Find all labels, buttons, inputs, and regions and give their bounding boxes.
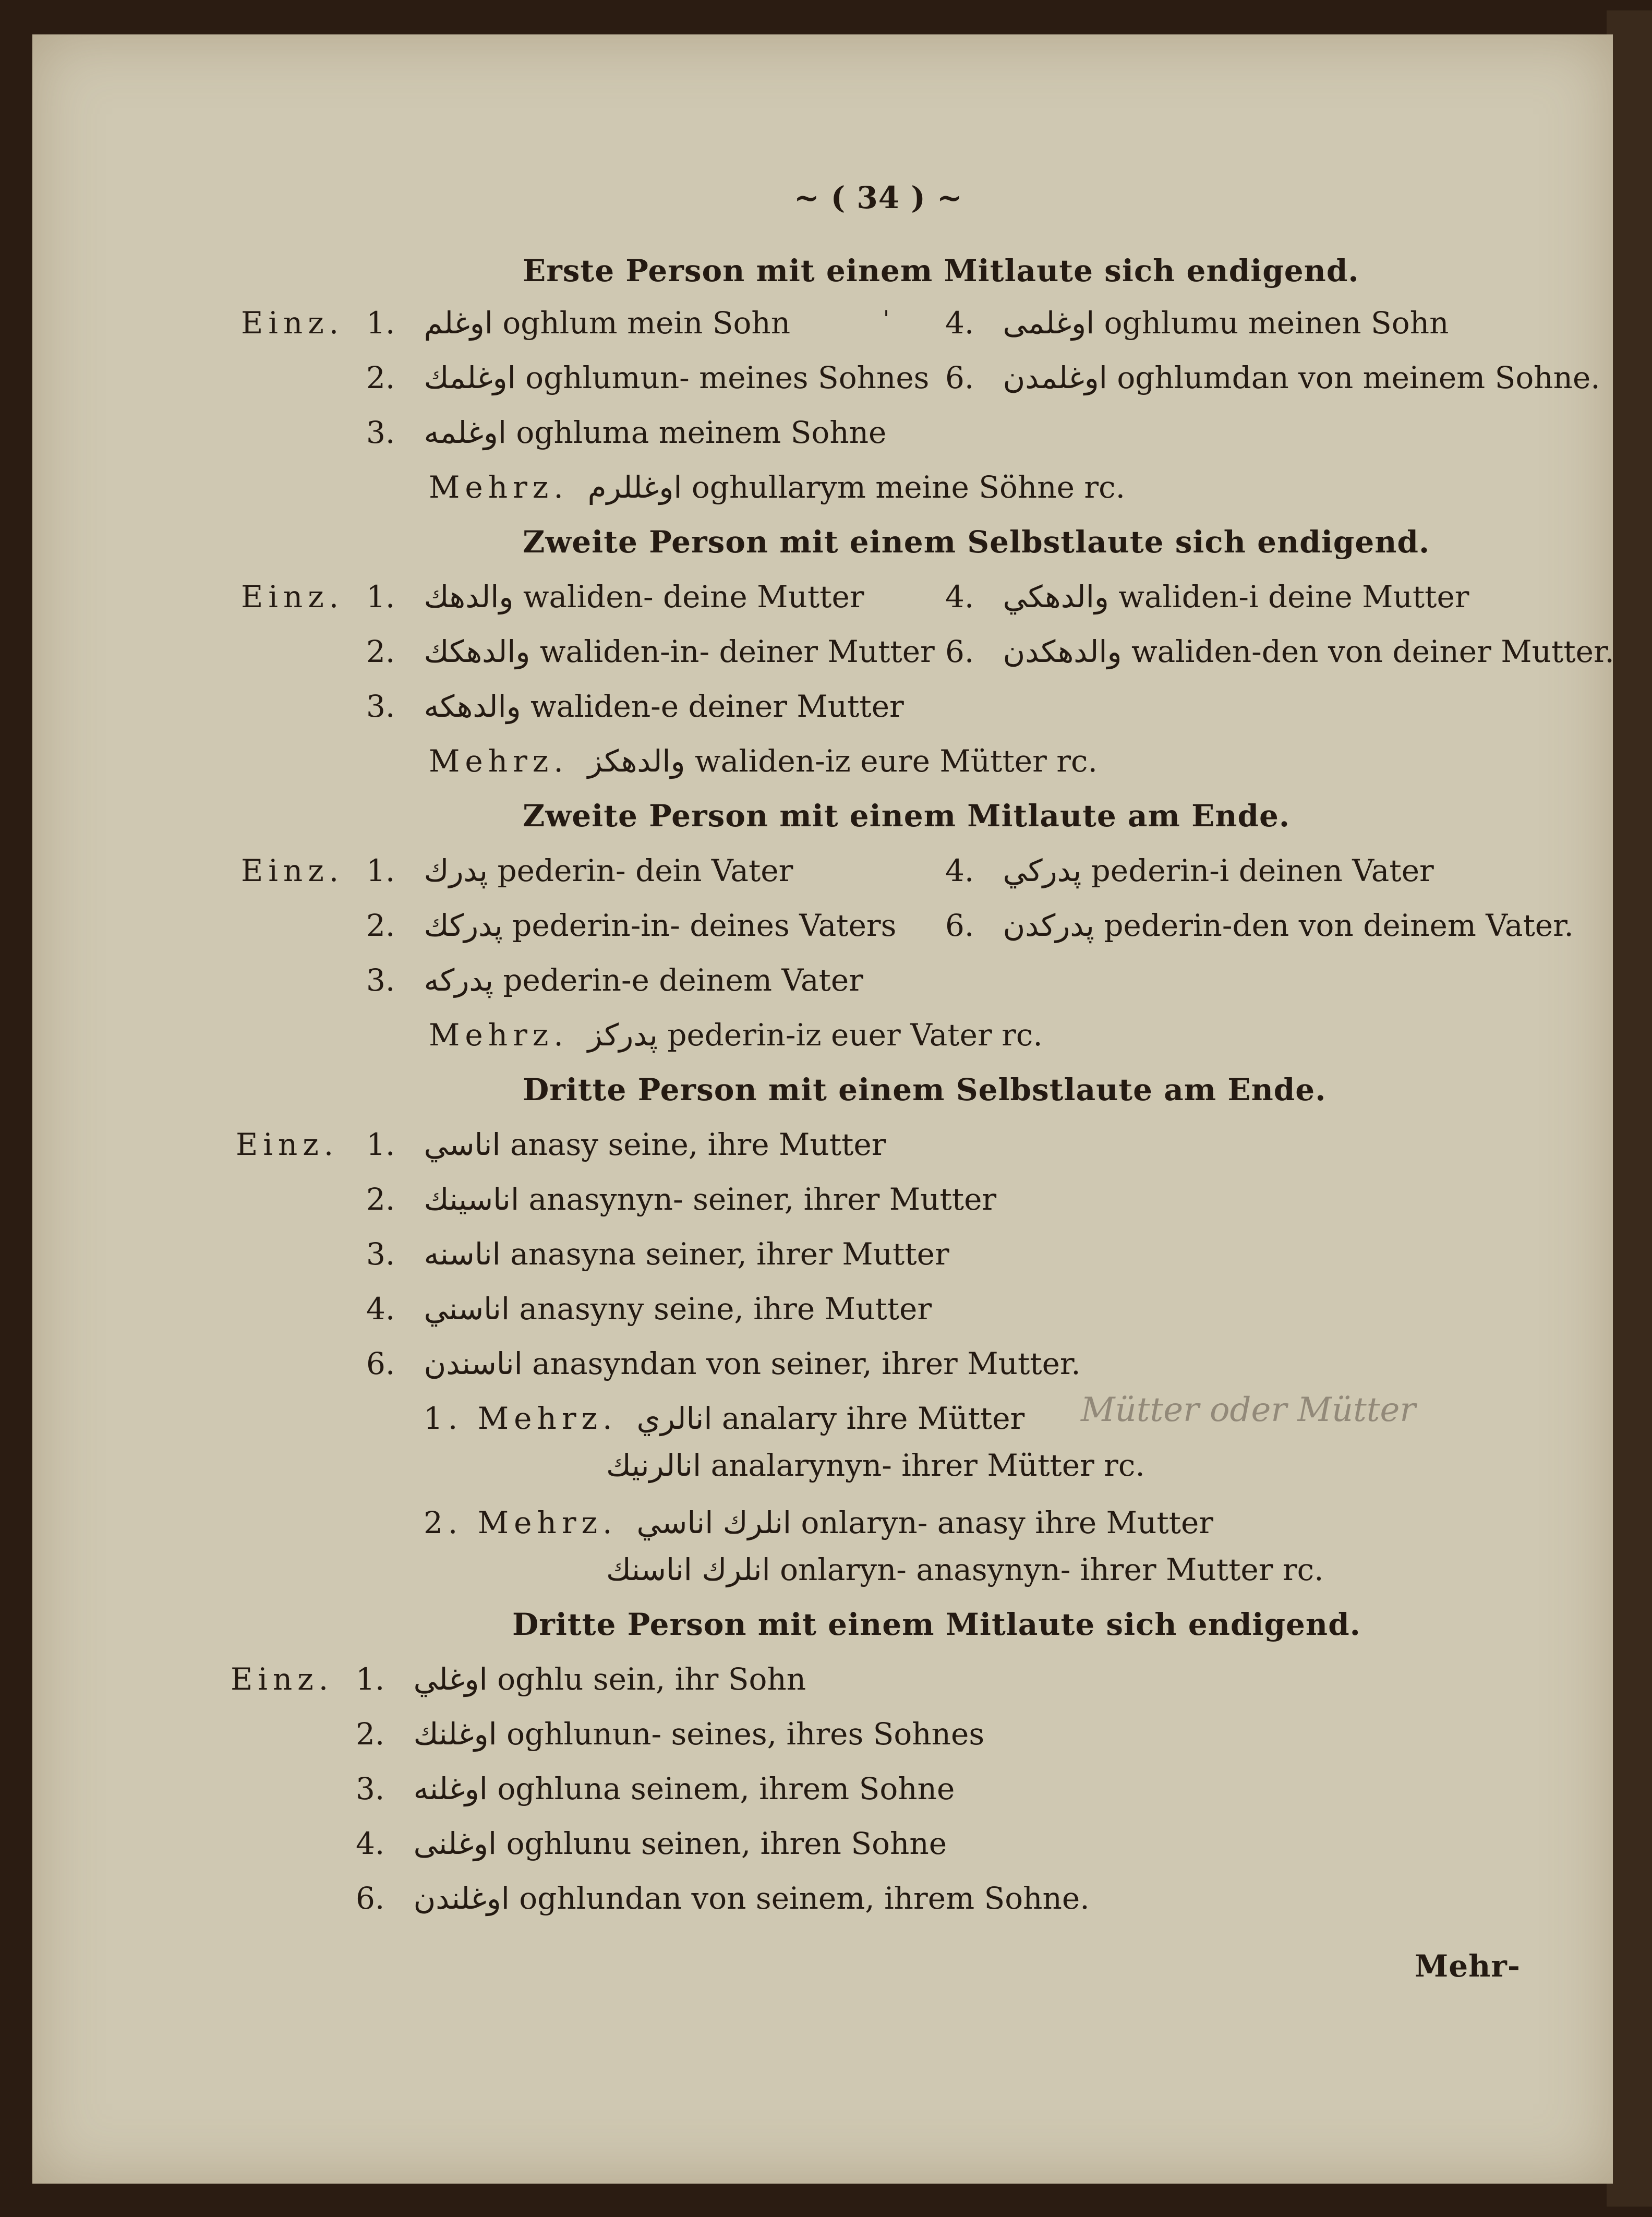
book-spine bbox=[1607, 10, 1652, 2207]
declension-row bbox=[356, 1881, 1090, 1915]
translation: analarynyn- ihrer Mütter rc. bbox=[710, 1448, 1145, 1483]
declension-row bbox=[356, 1772, 955, 1806]
translation: waliden-iz eure Mütter rc. bbox=[694, 743, 1098, 779]
arabic-word: اناسي bbox=[424, 1127, 501, 1162]
arabic-word: والدهكك bbox=[424, 634, 530, 669]
declension-row bbox=[356, 1717, 984, 1751]
case-number: 2. bbox=[366, 360, 395, 395]
declension-row bbox=[356, 1662, 806, 1696]
arabic-word: اوغلمه bbox=[424, 415, 507, 450]
plural-label: 2. Mehrz. bbox=[424, 1505, 618, 1540]
singular-label: Einz. bbox=[236, 1127, 339, 1162]
translation: oghlunun- seines, ihres Sohnes bbox=[507, 1716, 985, 1752]
singular-label: Einz. bbox=[241, 305, 344, 341]
case-number: 1. bbox=[366, 853, 395, 888]
arabic-word: اوغلنى bbox=[413, 1826, 497, 1861]
arabic-word: پدركز bbox=[587, 1017, 658, 1053]
arabic-word: اوغلنك bbox=[413, 1716, 497, 1752]
translation: onlaryn- anasynyn- ihrer Mutter rc. bbox=[780, 1552, 1324, 1587]
arabic-word: پدركي bbox=[1003, 853, 1082, 888]
translation: pederin-den von deinem Vater. bbox=[1104, 908, 1574, 943]
case-number: 4. bbox=[945, 853, 974, 888]
section-heading: Dritte Person mit einem Mitlaute sich endigend. bbox=[512, 1607, 1361, 1642]
plural-label: Mehrz. bbox=[429, 469, 569, 505]
singular-label: Einz. bbox=[231, 1661, 334, 1697]
declension-row bbox=[945, 634, 1614, 669]
translation: anasyndan von seiner, ihrer Mutter. bbox=[532, 1346, 1081, 1381]
declension-row bbox=[366, 1292, 932, 1326]
case-number: 1. bbox=[366, 579, 395, 615]
plural-row bbox=[424, 1401, 1024, 1436]
declension-row bbox=[366, 1237, 949, 1271]
translation: waliden-e deiner Mutter bbox=[530, 689, 904, 724]
singular-label: Einz. bbox=[241, 853, 344, 888]
catchword: Mehr- bbox=[1415, 1948, 1521, 1984]
translation: waliden-i deine Mutter bbox=[1118, 579, 1469, 615]
declension-row bbox=[945, 853, 1434, 888]
case-number: 6. bbox=[945, 634, 974, 669]
arabic-word: والدهك bbox=[424, 579, 514, 615]
declension-row bbox=[945, 360, 1600, 395]
declension-row bbox=[366, 963, 863, 997]
singular-label: Einz. bbox=[241, 579, 344, 615]
arabic-word: اناسني bbox=[424, 1291, 510, 1327]
case-number: 3. bbox=[366, 1236, 395, 1272]
case-number: 3. bbox=[356, 1771, 385, 1806]
translation: oghlundan von seinem, ihrem Sohne. bbox=[519, 1881, 1090, 1916]
declension-row bbox=[366, 360, 929, 395]
case-number: 2. bbox=[366, 908, 395, 943]
translation: pederin- dein Vater bbox=[497, 853, 793, 888]
translation: pederin-i deinen Vater bbox=[1091, 853, 1434, 888]
translation: oghlum mein Sohn bbox=[502, 305, 791, 341]
arabic-word: پدرك bbox=[424, 853, 488, 888]
handwritten-margin-note: Mütter oder Mütter bbox=[1081, 1391, 1416, 1429]
translation: pederin-in- deines Vaters bbox=[512, 908, 897, 943]
case-number: 6. bbox=[945, 908, 974, 943]
plural-row bbox=[429, 1018, 1043, 1052]
plural-row bbox=[429, 470, 1125, 504]
translation: oghluma meinem Sohne bbox=[516, 415, 887, 450]
translation: anasyna seiner, ihrer Mutter bbox=[510, 1236, 949, 1272]
declension-row bbox=[366, 1182, 996, 1216]
translation: waliden- deine Mutter bbox=[523, 579, 864, 615]
section-heading: Erste Person mit einem Mitlaute sich endigend. bbox=[523, 253, 1359, 288]
translation: waliden-den von deiner Mutter. bbox=[1131, 634, 1614, 669]
plural-row bbox=[429, 744, 1098, 778]
translation: oghlu sein, ihr Sohn bbox=[497, 1661, 806, 1697]
arabic-word: پدركدن bbox=[1003, 908, 1094, 943]
translation: anasynyn- seiner, ihrer Mutter bbox=[528, 1182, 997, 1217]
arabic-word: والدهكه bbox=[424, 689, 521, 724]
case-number: 4. bbox=[366, 1291, 395, 1327]
translation: oghlunu seinen, ihren Sohne bbox=[506, 1826, 947, 1861]
case-number: 3. bbox=[366, 962, 395, 998]
case-number: 6. bbox=[945, 360, 974, 395]
arabic-word: اوغلمدن bbox=[1003, 360, 1107, 395]
arabic-word: اناسندن bbox=[424, 1346, 523, 1381]
translation: analary ihre Mütter bbox=[721, 1401, 1025, 1436]
arabic-word: والدهكي bbox=[1003, 579, 1109, 615]
declension-row bbox=[366, 306, 790, 340]
declension-row bbox=[366, 634, 935, 669]
declension-row bbox=[945, 306, 1449, 340]
translation: anasy seine, ihre Mutter bbox=[510, 1127, 886, 1162]
case-number: 2. bbox=[366, 1182, 395, 1217]
case-number: 3. bbox=[366, 415, 395, 450]
case-number: 1. bbox=[356, 1661, 385, 1697]
arabic-word: اوغللرم bbox=[587, 469, 682, 505]
plural-row bbox=[424, 1505, 1213, 1540]
case-number: 2. bbox=[366, 634, 395, 669]
book-page bbox=[32, 34, 1613, 2184]
translation: pederin-iz euer Vater rc. bbox=[667, 1017, 1043, 1053]
translation: oghlumdan von meinem Sohne. bbox=[1117, 360, 1600, 395]
declension-row bbox=[945, 908, 1574, 943]
arabic-word: انالرنيك bbox=[606, 1448, 702, 1483]
arabic-word: اوغلندن bbox=[413, 1881, 510, 1916]
declension-row bbox=[945, 580, 1469, 614]
case-number: 1. bbox=[366, 1127, 395, 1162]
arabic-word: پدركك bbox=[424, 908, 503, 943]
arabic-word: اوغلمك bbox=[424, 360, 516, 395]
case-number: 6. bbox=[366, 1346, 395, 1381]
declension-row bbox=[366, 853, 793, 888]
arabic-word: پدركه bbox=[424, 962, 493, 998]
arabic-word: انلرك اناسي bbox=[636, 1505, 792, 1540]
translation: onlaryn- anasy ihre Mutter bbox=[801, 1505, 1214, 1540]
plural-row bbox=[606, 1552, 1324, 1587]
case-number: 4. bbox=[945, 579, 974, 615]
declension-row bbox=[366, 689, 904, 724]
arabic-word: انالري bbox=[636, 1401, 713, 1436]
case-number: 2. bbox=[356, 1716, 385, 1752]
translation: oghlumu meinen Sohn bbox=[1104, 305, 1449, 341]
section-heading: Zweite Person mit einem Selbstlaute sich endigend. bbox=[523, 524, 1430, 560]
translation: oghullarym meine Söhne rc. bbox=[691, 469, 1126, 505]
arabic-word: اوغلي bbox=[413, 1661, 488, 1697]
arabic-word: اوغلم bbox=[424, 305, 493, 341]
translation: oghlumun- meines Sohnes bbox=[525, 360, 930, 395]
section-heading: Zweite Person mit einem Mitlaute am Ende. bbox=[523, 798, 1291, 834]
declension-row bbox=[366, 1127, 886, 1162]
declension-row bbox=[366, 580, 864, 614]
plural-row bbox=[606, 1448, 1145, 1483]
case-number: 4. bbox=[356, 1826, 385, 1861]
arabic-word: اوغلنه bbox=[413, 1771, 488, 1806]
declension-row bbox=[366, 1346, 1081, 1381]
plural-label: Mehrz. bbox=[429, 1017, 569, 1053]
plural-label: Mehrz. bbox=[429, 743, 569, 779]
arabic-word: اناسينك bbox=[424, 1182, 520, 1217]
arabic-word: والدهكز bbox=[587, 743, 685, 779]
declension-row bbox=[366, 908, 896, 943]
translation: oghluna seinem, ihrem Sohne bbox=[497, 1771, 955, 1806]
translation: waliden-in- deiner Mutter bbox=[539, 634, 935, 669]
arabic-word: والدهكدن bbox=[1003, 634, 1122, 669]
case-number: 4. bbox=[945, 305, 974, 341]
arabic-word: انلرك اناسنك bbox=[606, 1552, 770, 1587]
translation: anasyny seine, ihre Mutter bbox=[519, 1291, 932, 1327]
translation: pederin-e deinem Vater bbox=[503, 962, 863, 998]
declension-row bbox=[356, 1826, 947, 1861]
case-number: 6. bbox=[356, 1881, 385, 1916]
case-number: 3. bbox=[366, 689, 395, 724]
section-heading: Dritte Person mit einem Selbstlaute am Ende. bbox=[523, 1072, 1327, 1107]
arabic-word: اوغلمى bbox=[1003, 305, 1095, 341]
declension-row bbox=[366, 415, 886, 450]
stray-mark: ˈ bbox=[883, 306, 890, 336]
case-number: 1. bbox=[366, 305, 395, 341]
arabic-word: اناسنه bbox=[424, 1236, 501, 1272]
page-number: ~ ( 34 ) ~ bbox=[794, 180, 963, 215]
plural-label: 1. Mehrz. bbox=[424, 1401, 618, 1436]
